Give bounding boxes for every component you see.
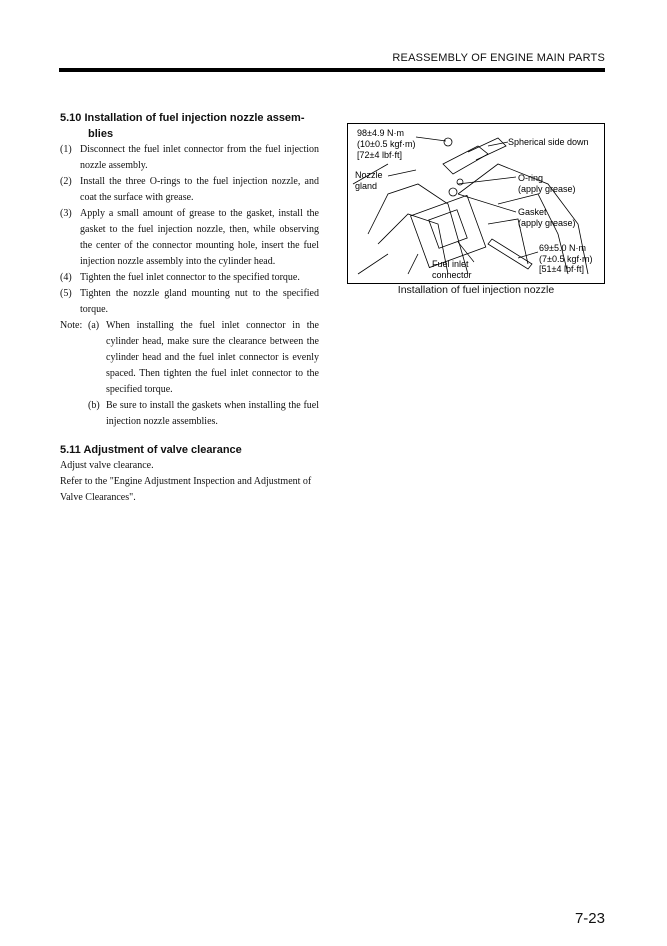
text-column [60, 110, 319, 506]
figure-caption: Installation of fuel injection nozzle [397, 284, 555, 296]
fuel-inlet-label-2: connector [432, 270, 472, 280]
gasket-grease-label: (apply grease) [518, 218, 576, 228]
running-header: REASSEMBLY OF ENGINE MAIN PARTS [392, 52, 605, 64]
page-number: 7-23 [574, 910, 605, 927]
step-3: (3) Apply a small amount of grease to the gasket, install the gasket to the fuel injection nozzle, then, while observing the center of the connector mounting hole, insert the fuel injection nozzle assembly into the cylinder head. [60, 208, 319, 267]
oring-grease-label: (apply grease) [518, 184, 576, 194]
oring-label: O-ring [518, 173, 544, 183]
note-a: Note: (a) When installing the fuel inlet connector in the cylinder head, make sure the clearance between the cylinder head and the fuel inlet connector is evenly spaced. Then tighten the fuel inlet connector to the specified torque. [60, 320, 319, 395]
step-1: (1) Disconnect the fuel inlet connector from the fuel injection nozzle assembly. [60, 144, 319, 171]
header-rule [59, 68, 605, 72]
torque-label-1-kgf: (10±0.5 kgf·m) [357, 139, 416, 149]
valve-clearance-line1: Adjust valve clearance. [60, 460, 154, 471]
fuel-inlet-label: Fuel inlet [432, 259, 469, 269]
section-heading-5-11: 5.11 Adjustment of valve clearance [60, 444, 242, 456]
torque-label-1-lbf: [72±4 lbf·ft] [357, 150, 402, 160]
step-2: (2) Install the three O-rings to the fuel injection nozzle, and coat the surface with grease. [60, 176, 319, 203]
nozzle-installation-figure [347, 123, 605, 284]
gasket-label: Gasket [518, 207, 547, 217]
nozzle-gland-label-2: gland [355, 181, 378, 191]
step-5: (5) Tighten the nozzle gland mounting nut to the specified torque. [60, 288, 319, 315]
torque-label-2: 69±5.0 N·m [539, 243, 586, 253]
step-4: (4) Tighten the fuel inlet connector to the specified torque. [60, 272, 300, 283]
torque-label-2-kgf: (7±0.5 kgf·m) [539, 254, 593, 264]
spherical-side-label: Spherical side down [508, 137, 589, 147]
valve-clearance-line2: Refer to the "Engine Adjustment Inspection and Adjustment of Valve Clearances". [60, 476, 312, 503]
nozzle-gland-label: Nozzle [355, 170, 383, 180]
section-heading-5-10: 5.10 Installation of fuel injection nozzle assem-blies [60, 112, 305, 140]
torque-label-2-lbf: [51±4 lbf·ft] [539, 264, 584, 274]
note-b: (b) Be sure to install the gaskets when installing the fuel injection nozzle assemblies. [88, 400, 319, 427]
torque-label-1: 98±4.9 N·m [357, 128, 404, 138]
nozzle-illustration [348, 124, 604, 283]
